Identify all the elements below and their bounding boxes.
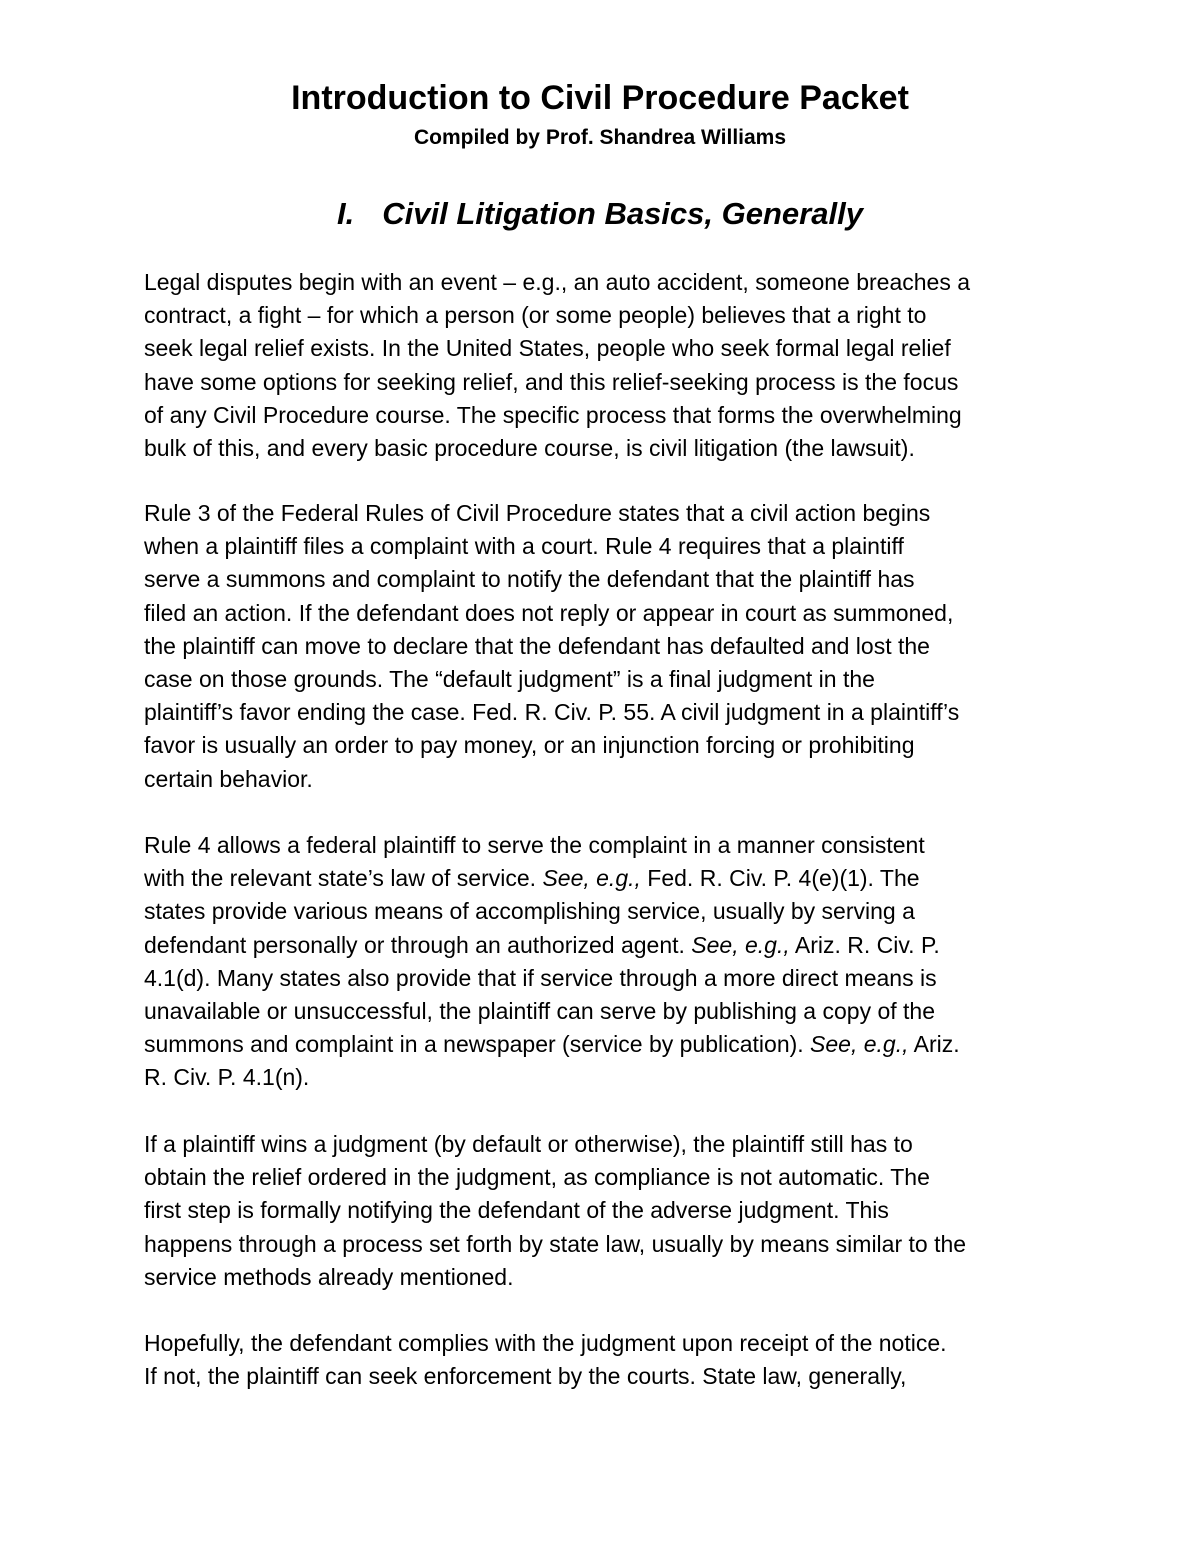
paragraph-line [144,266,1064,299]
text-run: defendant personally or through an authorized agent. [144,931,692,958]
paragraph-line [144,1360,1064,1393]
text-run: 4.1(d). Many states also provide that if service through a more direct means is [144,964,937,991]
document-title: Introduction to Civil Procedure Packet [291,79,909,117]
paragraph-line [144,597,1064,630]
text-run: first step is formally notifying the defendant of the adverse judgment. This [144,1197,889,1224]
paragraph-line [144,929,1064,962]
text-run: Ariz. [908,1031,960,1058]
text-run: Rule 3 of the Federal Rules of Civil Procedure states that a civil action begins [144,500,931,526]
citation-signal: See, e.g., [691,931,790,958]
text-run: certain behavior. [144,765,313,792]
section-heading [0,194,1200,234]
paragraph-line [144,663,1064,696]
paragraph-line [144,995,1064,1028]
paragraph-line [144,299,1064,332]
text-run: of any Civil Procedure course. The specific process that forms the overwhelming [144,401,962,428]
text-run: If not, the plaintiff can seek enforcement by the courts. State law, generally, [144,1363,907,1390]
citation-signal: See, e.g., [542,865,641,892]
paragraph-line [144,1061,1064,1094]
text-run: Fed. R. Civ. P. 4(e)(1). The [640,865,920,892]
text-run: bulk of this, and every basic procedure course, is civil litigation (the lawsuit). [144,434,915,461]
paragraph-line [144,763,1064,796]
text-run: obtain the relief ordered in the judgment, as compliance is not automatic. The [144,1164,930,1191]
paragraph-line [144,962,1064,995]
paragraph-line [144,332,1064,365]
paragraph-line [144,1261,1064,1294]
paragraph-line [144,829,1064,862]
paragraph-line [144,1161,1064,1194]
paragraph-line [144,1194,1064,1227]
text-run: happens through a process set forth by state law, usually by means similar to the [144,1230,967,1257]
paragraph-line [144,563,1064,596]
text-run: contract, a fight – for which a person (or some people) believes that a right to [144,302,927,329]
text-run: favor is usually an order to pay money, or an injunction forcing or prohibiting [144,732,915,759]
text-run: when a plaintiff files a complaint with a court. Rule 4 requires that a plaintiff [144,533,904,560]
text-run: have some options for seeking relief, and this relief-seeking process is the focus [144,368,959,395]
paragraph [144,497,1064,796]
text-run: states provide various means of accomplishing service, usually by serving a [144,898,915,925]
text-run: If a plaintiff wins a judgment (by default or otherwise), the plaintiff still has to [144,1131,913,1157]
text-run: summons and complaint in a newspaper (service by publication). [144,1031,811,1058]
paragraph [144,1327,1064,1393]
text-run: with the relevant state’s law of service. [144,865,543,892]
text-run: plaintiff’s favor ending the case. Fed. R. Civ. P. 55. A civil judgment in a plaintiff’s [144,699,960,726]
text-run: Rule 4 allows a federal plaintiff to serve the complaint in a manner consistent [144,832,925,858]
paragraph-line [144,630,1064,663]
paragraph-line [144,696,1064,729]
paragraph-line [144,895,1064,928]
paragraph [144,266,1064,465]
text-run: serve a summons and complaint to notify the defendant that the plaintiff has [144,566,915,593]
text-run: filed an action. If the defendant does not reply or appear in court as summoned, [144,599,954,626]
paragraph-line [144,1128,1064,1161]
paragraph [144,1128,1064,1294]
paragraph-line [144,432,1064,465]
paragraph [144,829,1064,1095]
citation-signal: See, e.g., [810,1031,909,1058]
text-run: Legal disputes begin with an event – e.g., an auto accident, someone breaches a [144,269,971,295]
section-title: Civil Litigation Basics, Generally [382,196,863,231]
paragraph-line [144,530,1064,563]
paragraph-line [144,497,1064,530]
text-run: R. Civ. P. 4.1(n). [144,1064,310,1091]
text-run: case on those grounds. The “default judgment” is a final judgment in the [144,665,875,692]
text-run: Hopefully, the defendant complies with the judgment upon receipt of the notice. [144,1330,947,1356]
text-run: service methods already mentioned. [144,1263,514,1290]
document-subtitle: Compiled by Prof. Shandrea Williams [413,126,787,149]
paragraph-line [144,1228,1064,1261]
text-run: Ariz. R. Civ. P. [789,931,940,958]
text-run: unavailable or unsuccessful, the plaintiff can serve by publishing a copy of the [144,997,936,1024]
paragraph-line [144,862,1064,895]
paragraph-line [144,1327,1064,1360]
paragraph-line [144,399,1064,432]
paragraph-line [144,366,1064,399]
section-number: I. [337,196,355,231]
text-run: the plaintiff can move to declare that the defendant has defaulted and lost the [144,632,930,659]
paragraph-line [144,729,1064,762]
text-run: seek legal relief exists. In the United States, people who seek formal legal relief [144,335,951,362]
paragraph-line [144,1028,1064,1061]
